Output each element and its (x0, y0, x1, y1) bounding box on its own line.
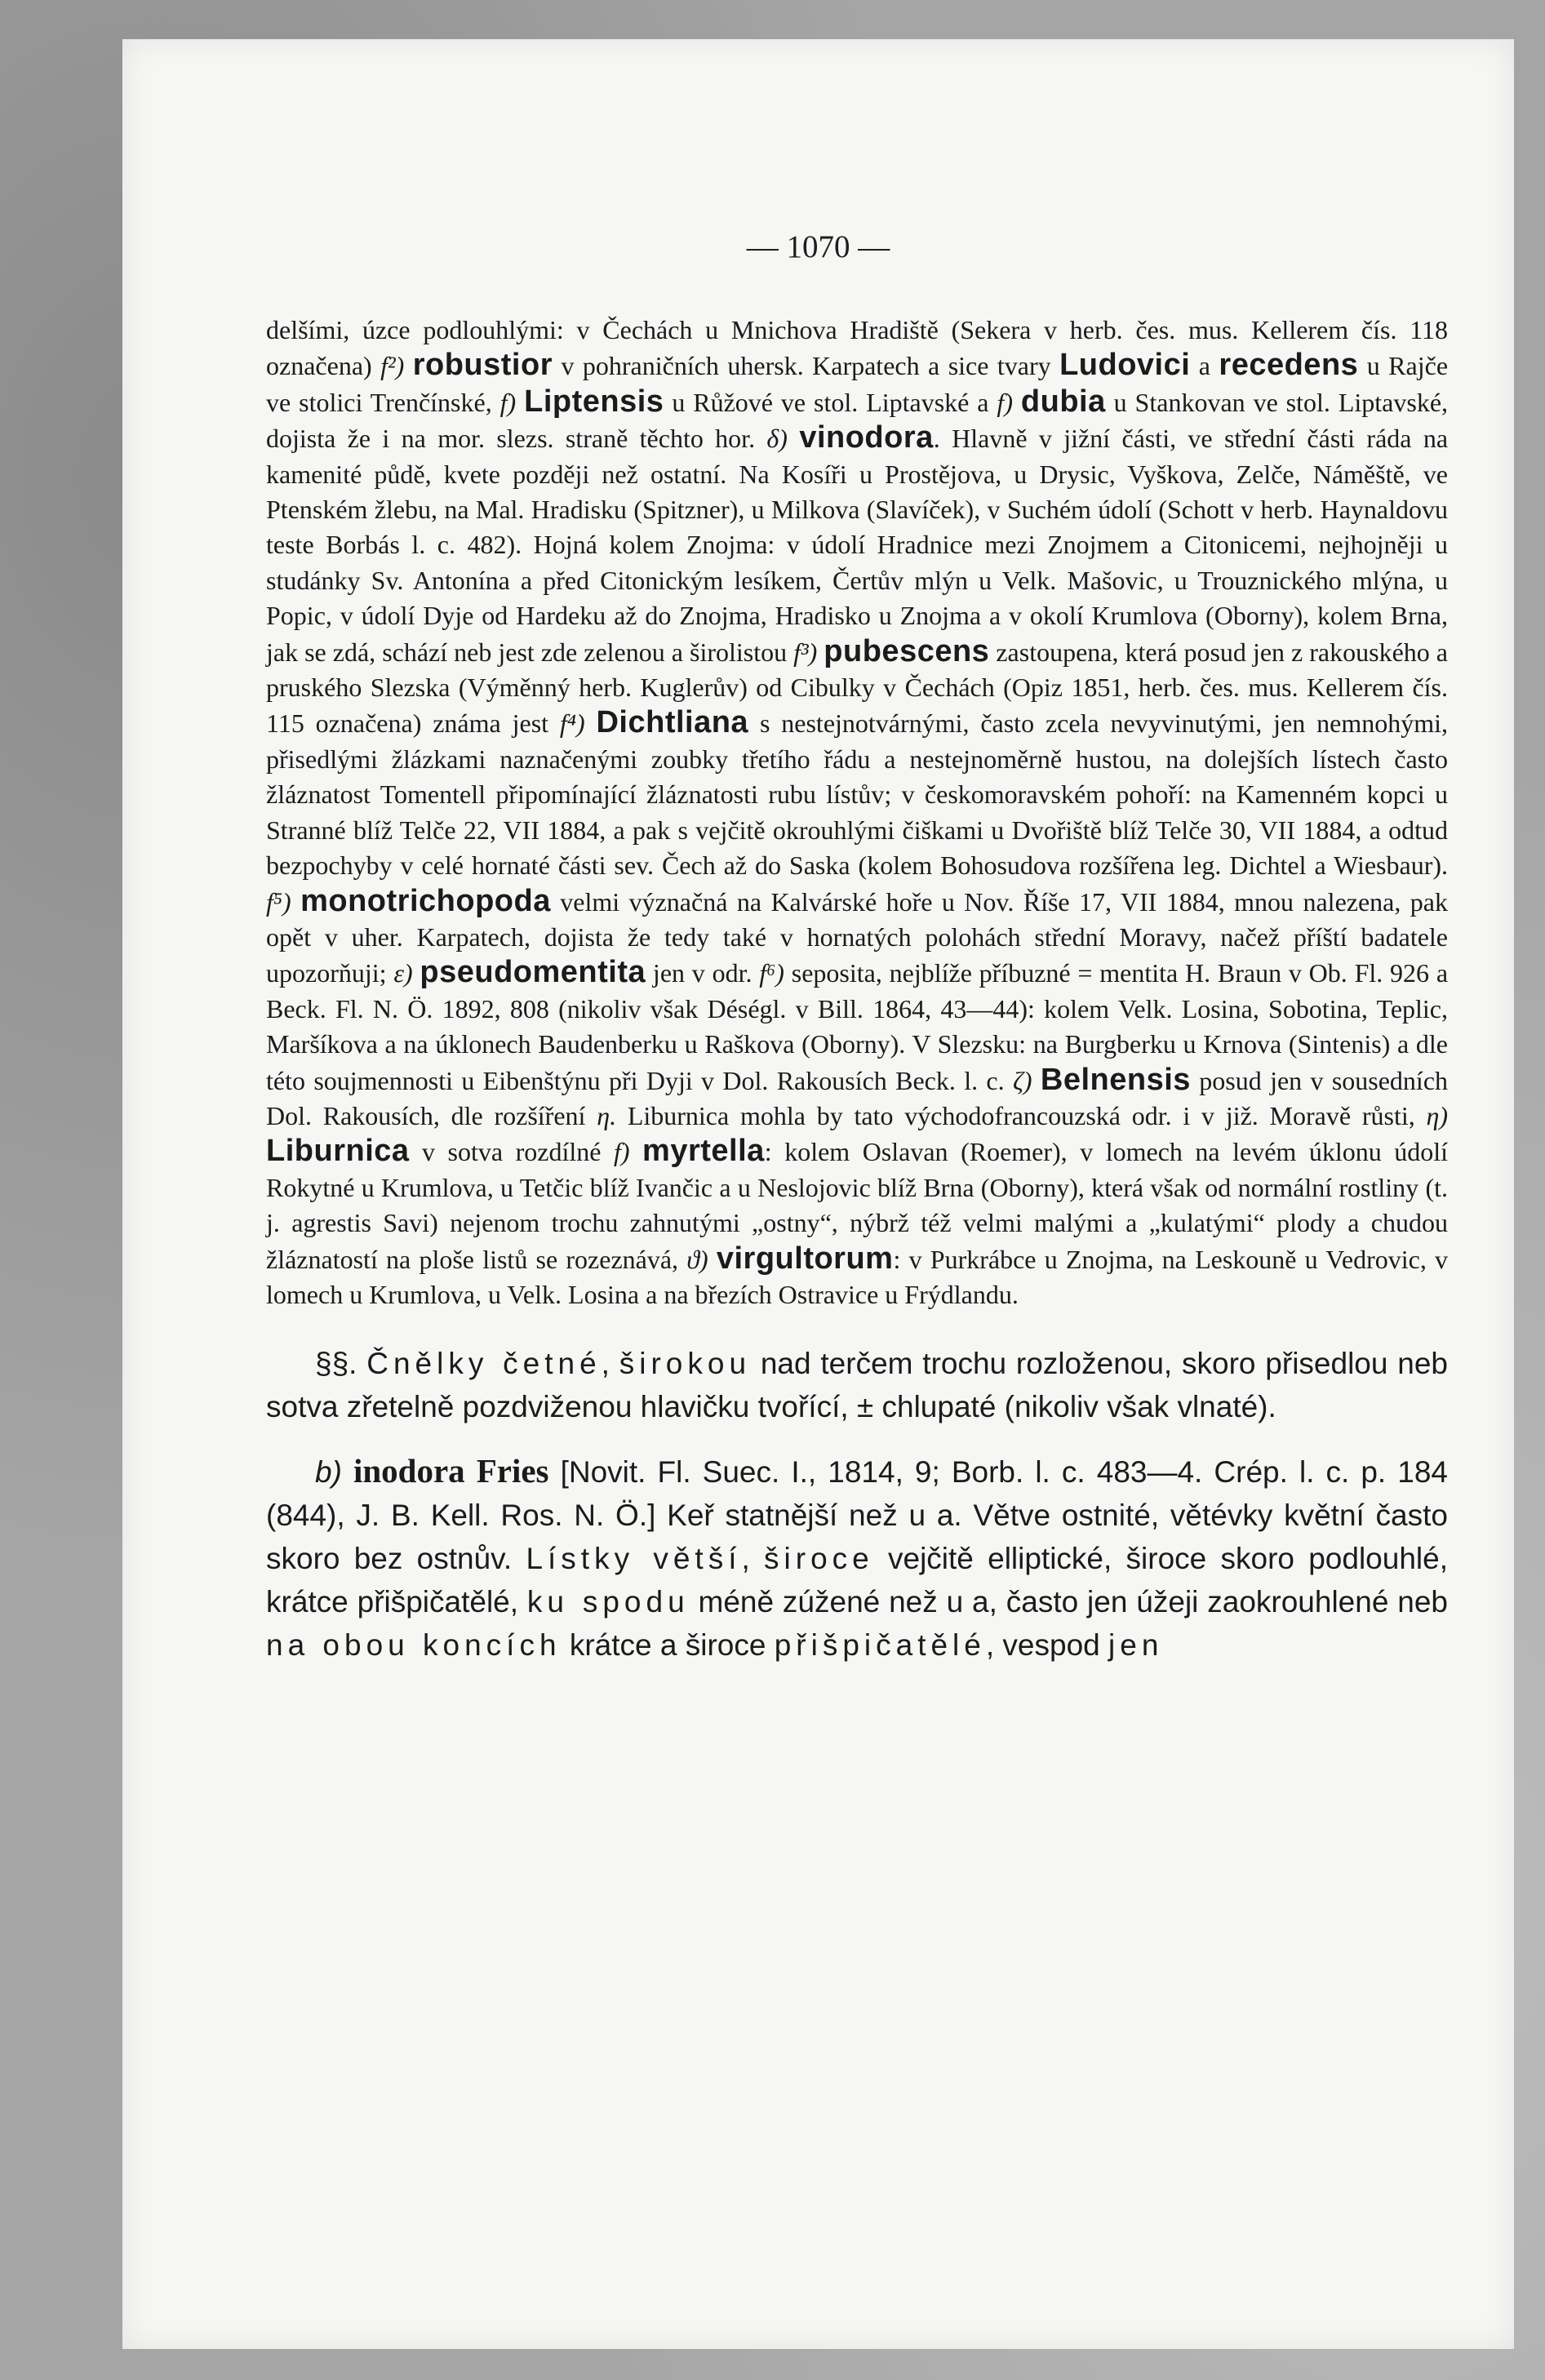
text-run: krátce a široce (561, 1628, 775, 1663)
text-run: nad terčem trochu rozloženou, skoro přisedlou neb sotva zřetelně pozdviženou hlavičku tvořící, ± chlupaté (nikoliv však vlnaté). (266, 1347, 1449, 1424)
text-run: u Růžové ve stol. Liptavské a (664, 387, 997, 417)
marker: f⁵) (266, 886, 291, 917)
text-run: . Hlavně v jižní části, ve střední části ráda na kamenité půdě, kvete později než ostatní. Na Kosíři u Prostějova, u Drysic, Vyškova, Zelče, Náměště, ve Ptenském žlebu, na Mal. Hradisku (Spitzner), u Milkova (Slavíček), v Suchém údolí (Schott v herb. Haynaldovu teste Borbás l. c. 482). Hojná kolem Znojma: v údolí Hradnice mezi Znojmem a Citonicemi, nejhojněji u studánky Sv. Antonína a před Citonickým lesíkem, Čertův mlýn u Velk. Mašovic, u Trouznického mlýna, u Popic, v údolí Dyje od Hardeku až do Znojma, Hradisko u Znojma a v okolí Krumlova (Oborny), kolem Brna, jak se zdá, schází neb jest zde zelenou a širolistou (266, 424, 1449, 667)
taxon-name: myrtella (642, 1134, 765, 1169)
spaced-text: širokou (619, 1347, 752, 1381)
taxon-name: pubescens (824, 633, 990, 668)
taxon-name: vinodora (799, 420, 934, 455)
marker: f⁴) (559, 708, 585, 739)
marker: ϑ) (686, 1244, 708, 1274)
paragraph-inodora (266, 1450, 1448, 1667)
text-run: zastoupena, která posud jen z rakouského a pruského Slezska (Výměnný herb. Kuglerův) od Cibulky v Čechách (Opiz 1851, herb. čes. mus. Kellerem čís. 115 označena) známa jest (266, 637, 1449, 739)
text-run: a (1190, 351, 1219, 381)
taxon-name: inodora Fries (353, 1452, 549, 1490)
marker: f²) (380, 351, 405, 381)
text-run: jen v odr. (646, 958, 760, 988)
text-run: : kolem Oslavan (Roemer), v lomech na levém úklonu údolí Rokytné u Krumlova, u Tetčic blíž Ivančic a u Neslojovic blíž Brna (Oborny), která však od normální rostliny (t. j. agrestis Savi) nejenom trochu zahnutými „ostny“, nýbrž též velmi malými a „kulatými“ plody a chudou žláznatostí na ploše listů se rozeznává, (266, 1137, 1449, 1274)
taxon-name: Dichtliana (596, 705, 749, 740)
spaced-text: jen (1108, 1628, 1164, 1663)
taxon-name: Belnensis (1040, 1062, 1191, 1097)
marker: ε) (393, 958, 413, 988)
paragraph-varieties (266, 313, 1448, 1312)
taxon-name: Liburnica (266, 1134, 410, 1169)
text-run: v pohraničních uhersk. Karpatech a sice tvary (553, 351, 1060, 381)
marker: η) (1426, 1100, 1449, 1130)
marker: η. (597, 1100, 617, 1130)
text-run: méně zúžené než u a, často jen úžeji zaokrouhlené neb (689, 1585, 1448, 1619)
taxon-name: robustior (412, 348, 553, 383)
text-run: : v Purkrábce u Znojma, na Leskouně u Vedrovic, v lomech u Krumlova, u Velk. Losina a na březích Ostravice u Frýdlandu. (266, 1244, 1449, 1309)
spaced-text: přišpičatělé (774, 1628, 986, 1663)
text-run: delšími, úzce podlouhlými: v Čechách u Mnichova Hradiště (Sekera v herb. čes. mus. Kellerem čís. 118 označena) (266, 315, 1448, 381)
text-run: vejčitě elliptické, široce skoro podlouhlé, krátce přišpičatělé, (266, 1542, 1448, 1619)
text-run: u Stankovan ve stol. Liptavské, dojista že i na mor. slezs. straně těchto hor. (266, 387, 1449, 454)
text-run: seposita, nejblíže příbuzné = mentita H. Braun v Ob. Fl. 926 a Beck. Fl. N. Ö. 1892, 808 (nikoliv však Déségl. v Bill. 1864, 43—44): kolem Velk. Losina, Sobotina, Teplic, Maršíkova a na úklonech Baudenberku u Raškova (Oborny). V Slezsku: na Burgberku u Krnova (Sintenis) a dle této soujmennosti u Eibenštýnu při Dyji v Dol. Rakousích Beck. l. c. (266, 958, 1449, 1095)
text-run: [Novit. Fl. Suec. I., 1814, 9; Borb. l. c. 483—4. Crép. l. c. p. 184 (844), J. B. Kell. Ros. N. Ö.] Keř statnější než u a. Větve ostnité, větévky květní často skoro bez ostnův. (266, 1455, 1449, 1576)
marker: f⁶) (759, 958, 784, 988)
page-number: — 1070 — (746, 229, 890, 264)
spaced-text: Lístky větší (526, 1542, 742, 1576)
text-run: v sotva rozdílné (409, 1137, 614, 1167)
spaced-text: Čnělky četné (366, 1347, 602, 1381)
text-run: , (601, 1347, 619, 1381)
text-run: §§. (315, 1347, 367, 1381)
marker: ζ) (1012, 1065, 1032, 1095)
paragraph-styles (266, 1342, 1448, 1428)
spaced-text: široce (764, 1542, 874, 1576)
taxon-name: virgultorum (716, 1241, 894, 1276)
marker: f) (613, 1137, 630, 1167)
marker: f) (997, 387, 1013, 417)
text-run: u Rajče ve stolici Trenčínské, (266, 351, 1449, 417)
spaced-text: ku spodu (526, 1585, 690, 1619)
taxon-name: pseudomentita (420, 955, 646, 990)
marker: f) (499, 387, 517, 417)
text-run: , vespod (985, 1628, 1109, 1663)
taxon-name: monotrichopoda (300, 883, 551, 918)
spaced-text: na obou koncích (266, 1628, 562, 1663)
marker: δ) (766, 424, 788, 454)
taxon-name: Liptensis (524, 384, 664, 419)
text-run: Liburnica mohla by tato východofrancouzská odr. i v již. Moravě růsti, (616, 1100, 1427, 1130)
text-run: posud jen v sousedních Dol. Rakousích, dle rozšíření (266, 1065, 1449, 1130)
page-body (266, 313, 1448, 1667)
taxon-name: recedens (1219, 348, 1359, 383)
text-run: s nestejnotvárnými, často zcela nevyvinutými, jen nemnohými, přisedlými žlázkami naznačenými zoubky třetího řádu a nestejnoměrně hustou, na dolejších lístech často žláznatost Tomentell připomínající žláznatosti rubu lístův; v českomoravském pohoří: na Kamenném kopci u Stranné blíž Telče 22, VII 1884, a pak s vejčitě okrouhlými čiškami u Dvořiště blíž Telče 30, VII 1884, a odtud bezpochyby v celé hornaté části sev. Čech až do Saska (kolem Bohosudova rozšířena leg. Dichtel a Wiesbaur). (266, 708, 1449, 881)
taxon-name: Ludovici (1059, 348, 1191, 383)
text-run: , (741, 1542, 765, 1576)
taxon-name: dubia (1020, 384, 1106, 419)
marker: b) (315, 1455, 342, 1490)
marker: f³) (793, 637, 818, 667)
book-page (122, 39, 1514, 2349)
text-run: velmi význačná na Kalvárské hoře u Nov. Říše 17, VII 1884, mnou nalezena, pak opět v uher. Karpatech, dojista že tedy také v hornatých polohách střední Moravy, načež příští badatele upozorňuji; (266, 886, 1448, 988)
